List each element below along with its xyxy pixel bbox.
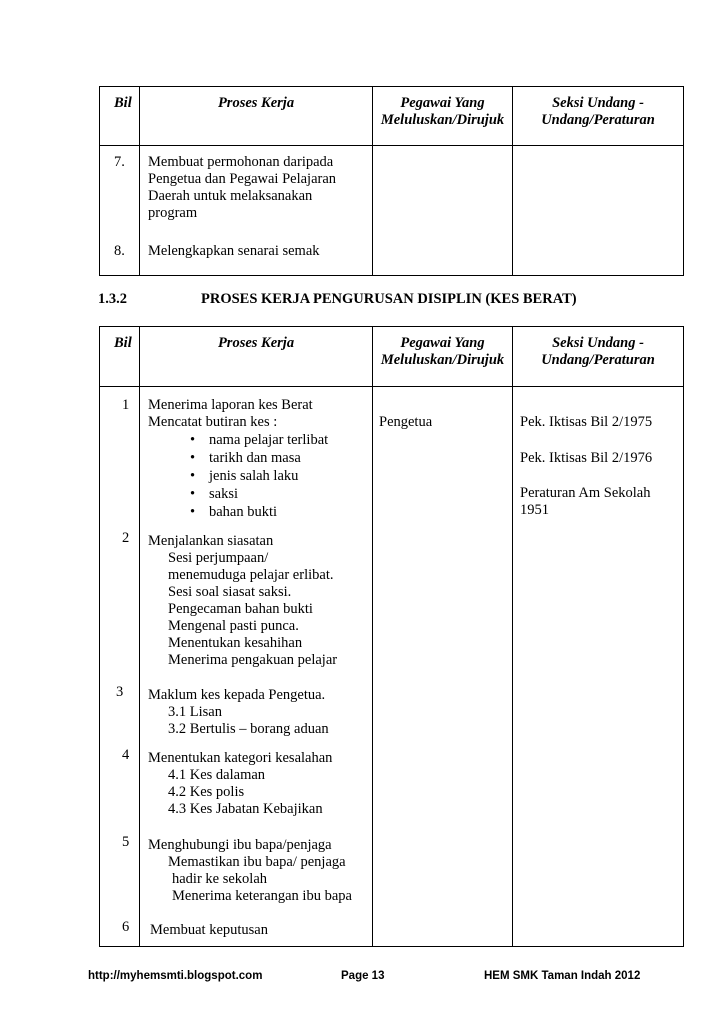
row-number: 2 [122,530,130,546]
list-item: • saksi [190,486,328,503]
list-item: hadir ke sekolah [172,871,268,887]
header-proses-kerja: Proses Kerja [140,87,373,146]
list-item: • tarikh dan masa [190,450,328,467]
footer-organization: HEM SMK Taman Indah 2012 [484,970,641,982]
row-number: 3 [116,684,124,700]
header-proses-kerja: Proses Kerja [140,327,373,387]
section-number: 1.3.2 [98,291,127,307]
list-item: Menerima pengakuan pelajar [168,652,338,668]
step-6: Membuat keputusan [150,922,268,938]
proses-cell [140,146,373,276]
list-item: Menerima keterangan ibu bapa [172,888,352,904]
list-item: • bahan bukti [190,504,328,521]
header-seksi: Seksi Undang - Undang/Peraturan [513,327,684,387]
step-4: Menentukan kategori kesalahan 4.1 Kes dalaman 4.2 Kes polis 4.3 Kes Jabatan Kebajikan [148,750,333,817]
bil-cell [100,387,140,947]
pegawai-cell [373,146,513,276]
list-item: Mengenal pasti punca. [168,618,299,634]
list-item: • jenis salah laku [190,468,328,485]
row-number: 1 [122,397,130,413]
list-item: Menentukan kesahihan [168,635,303,651]
row-number: 7. [114,154,125,170]
pegawai-value: Pengetua [379,414,433,430]
list-item: 4.1 Kes dalaman [168,767,266,783]
list-item: 4.2 Kes polis [168,784,245,800]
footer-url: http://myhemsmti.blogspot.com [88,970,263,982]
row-number: 4 [122,747,130,763]
seksi-cell [513,146,684,276]
seksi-value: Pek. Iktisas Bil 2/1975 [520,414,653,430]
list-item: • nama pelajar terlibat [190,432,328,449]
row-number: 6 [122,919,130,935]
step-5: Menghubungi ibu bapa/penjaga Memastikan ibu bapa/ penjaga hadir ke sekolah Menerima keterangan ibu bapa [148,837,352,904]
list-item: Sesi soal siasat saksi. [168,584,292,600]
step-2: Menjalankan siasatan Sesi perjumpaan/ menemuduga pelajar erlibat. Sesi soal siasat saksi. Pengecaman bahan bukti Mengenal pasti punca. Menentukan kesahihan Menerima pengakuan pelajar [148,533,338,668]
header-pegawai: Pegawai Yang Meluluskan/Dirujuk [373,327,513,387]
pegawai-cell [373,387,513,947]
bil-cell [100,146,140,276]
list-item: 4.3 Kes Jabatan Kebajikan [168,801,323,817]
step-1: Menerima laporan kes Berat Mencatat butiran kes : • nama pelajar terlibat • tarikh dan masa • jenis salah laku • saksi • bahan bukti [148,397,328,521]
list-item: Sesi perjumpaan/ [168,550,269,566]
proses-cell [140,387,373,947]
footer-page-number: Page 13 [341,970,385,982]
header-seksi: Seksi Undang - Undang/Peraturan [513,87,684,146]
list-item: Membuat permohonan daripada Pengetua dan Pegawai Pelajaran Daerah untuk melaksanakan program [148,154,337,221]
list-item: menemuduga pelajar erlibat. [168,567,334,583]
list-item: 3.1 Lisan [168,704,222,720]
process-table-2 [99,326,684,947]
seksi-value: Pek. Iktisas Bil 2/1976 [520,450,653,466]
list-item: 3.2 Bertulis – borang aduan [168,721,329,737]
header-pegawai: Pegawai Yang Meluluskan/Dirujuk [373,87,513,146]
seksi-value: Peraturan Am Sekolah [520,485,651,501]
bullet-list [148,432,328,521]
seksi-cell [513,387,684,947]
header-bil: Bil [100,327,140,387]
list-item: Melengkapkan senarai semak [148,243,320,259]
list-item: Memastikan ibu bapa/ penjaga [168,854,346,870]
seksi-value: 1951 [520,502,549,518]
section-title: PROSES KERJA PENGURUSAN DISIPLIN (KES BERAT) [201,291,577,307]
step-3: Maklum kes kepada Pengetua. 3.1 Lisan 3.2 Bertulis – borang aduan [148,687,329,737]
list-item: Pengecaman bahan bukti [168,601,313,617]
row-number: 8. [114,243,125,259]
process-table-1 [99,86,684,276]
row-number: 5 [122,834,130,850]
header-bil: Bil [100,87,140,146]
